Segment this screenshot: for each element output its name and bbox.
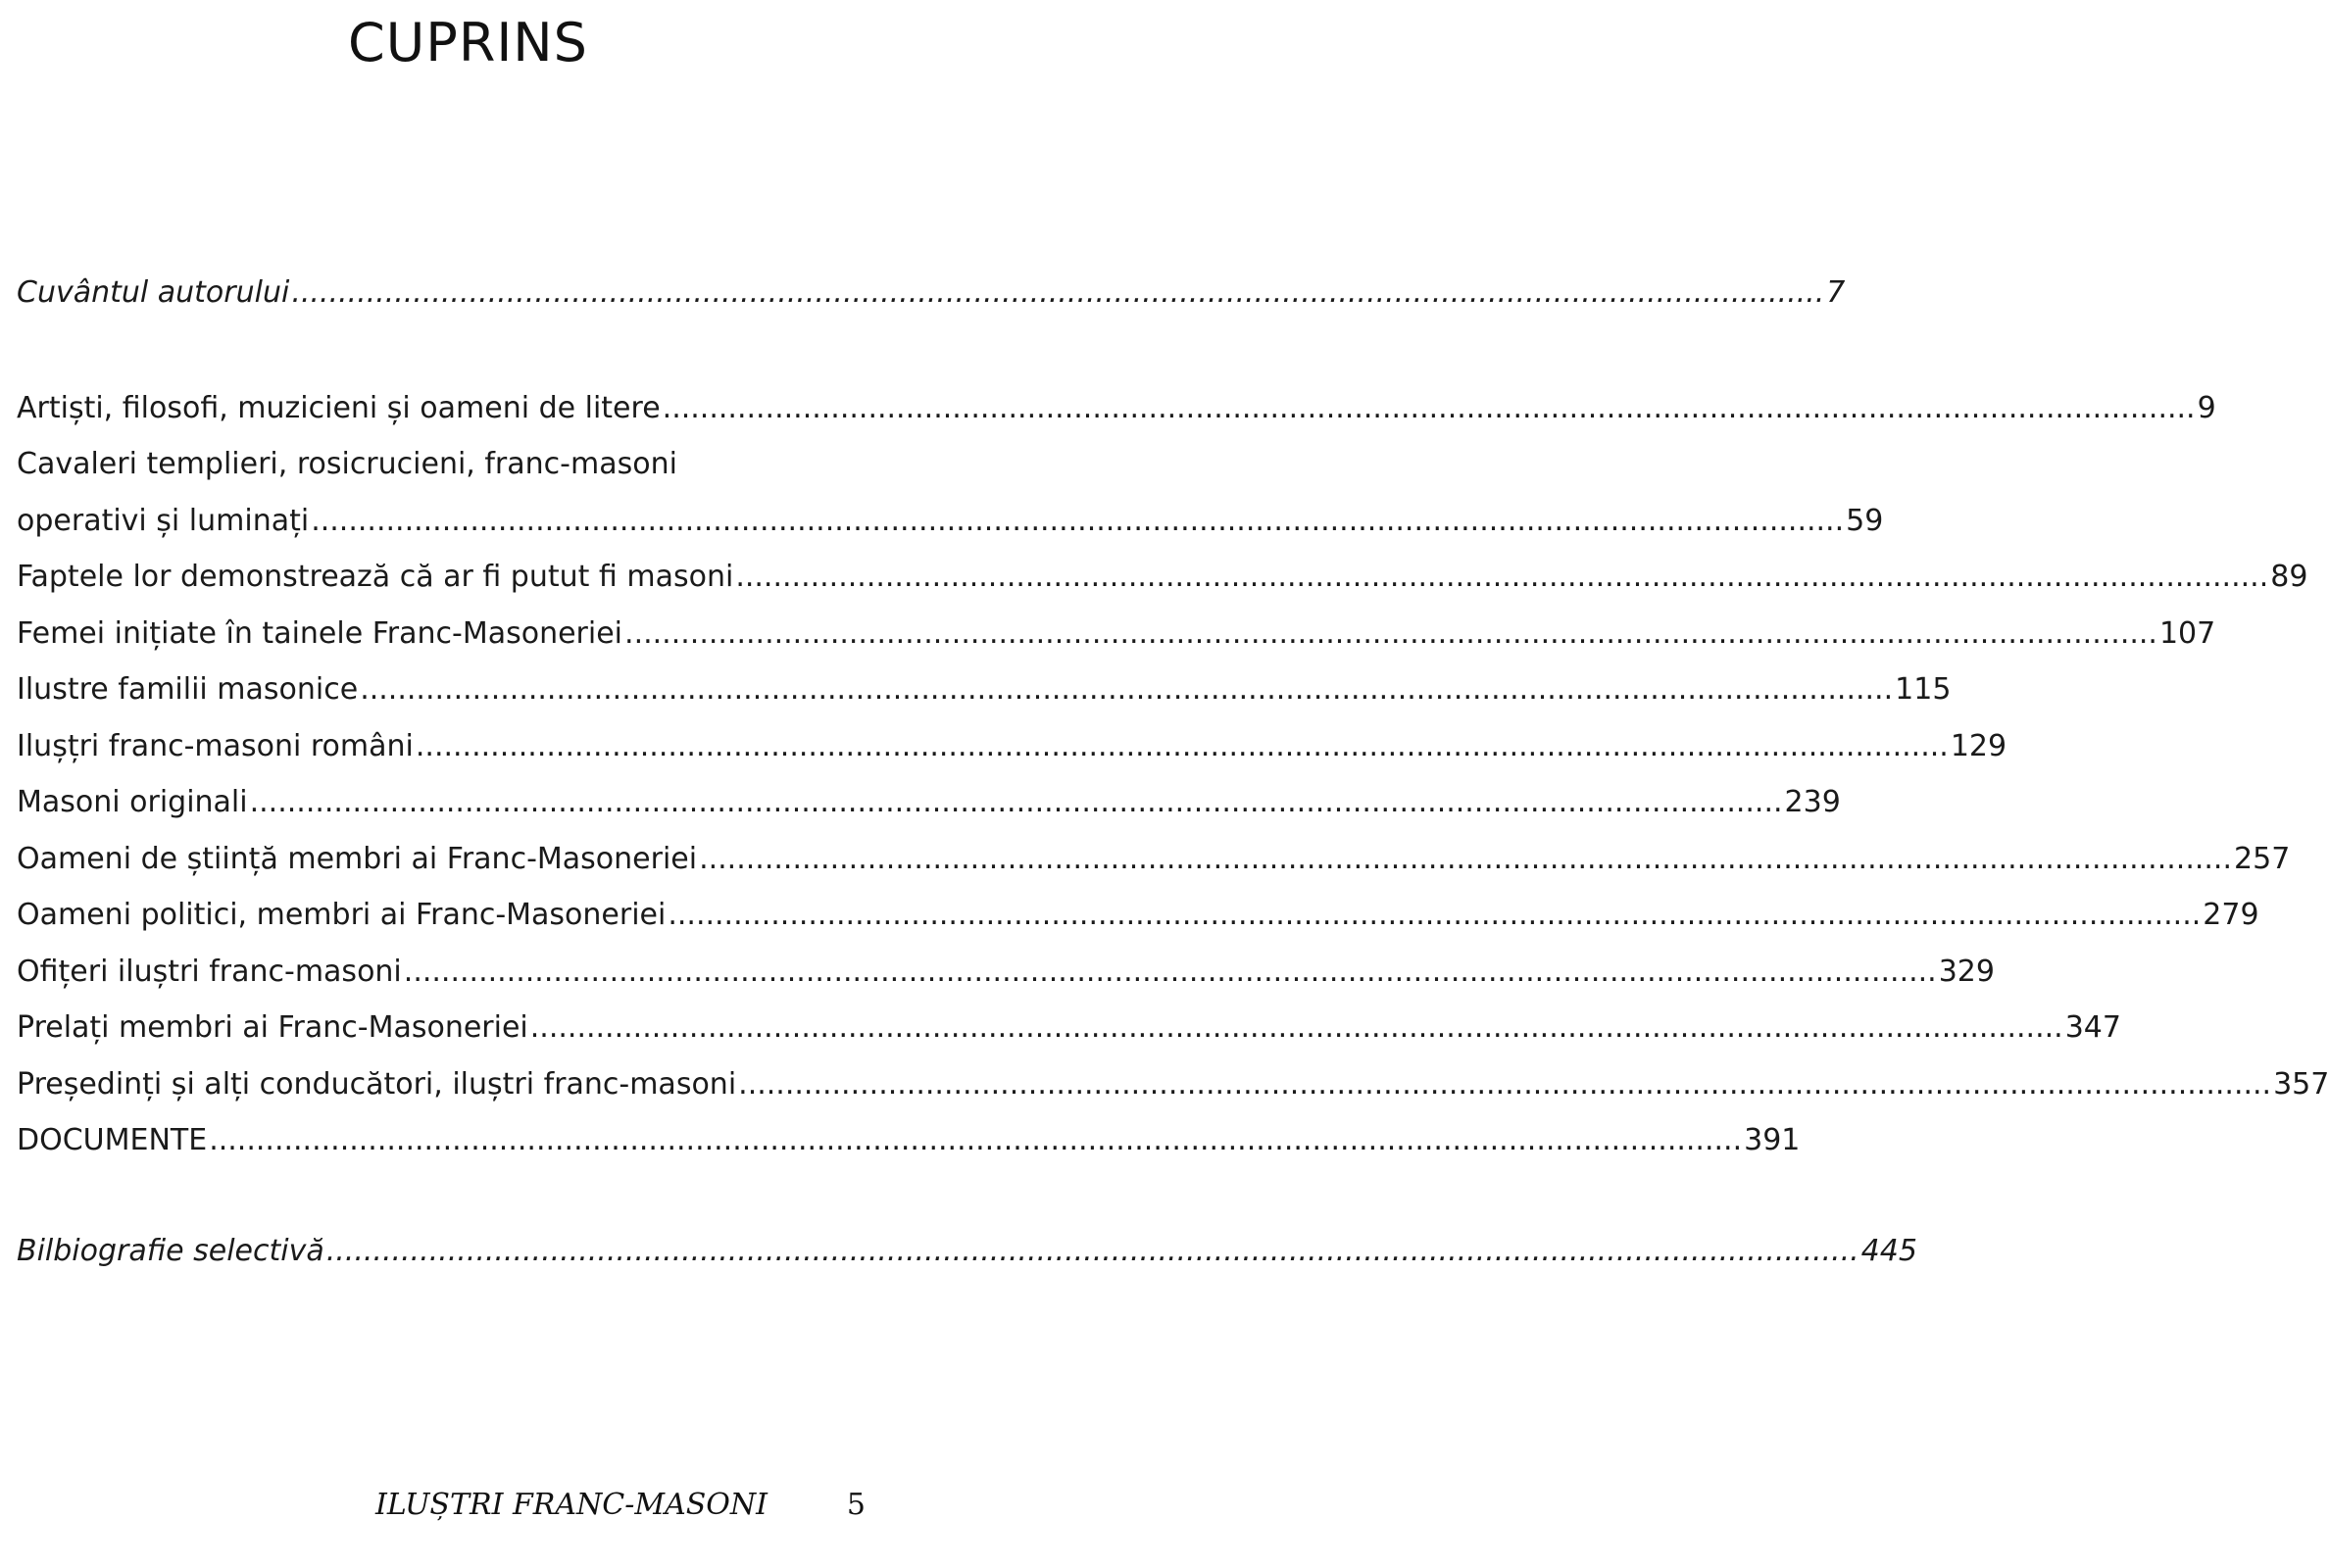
toc-entry (17, 831, 2291, 888)
toc-entry-label-continued: operativi și luminați (17, 503, 310, 538)
page-title: CUPRINS (348, 12, 588, 74)
toc-entry (17, 944, 1995, 1001)
toc-entry (17, 493, 1884, 550)
dot-leader: .................................................................................................................................................................... (738, 1066, 2272, 1102)
running-title: ILUȘTRI FRANC-MASONI (375, 1488, 768, 1522)
toc-entry-label: Oameni de știință membri ai Franc-Masoneriei (17, 841, 698, 876)
toc-entry (17, 606, 2216, 662)
dot-leader: .................................................................................................................................................................... (699, 841, 2233, 876)
toc-entry-page: 239 (1784, 785, 1841, 819)
toc-entry-label: Ilustre familii masonice (17, 672, 359, 707)
dot-leader: .................................................................................................................................................................... (662, 390, 2196, 425)
dot-leader: .................................................................................................................................................................... (735, 560, 2269, 594)
spacer (17, 321, 840, 380)
toc-entry-label: Oameni politici, membri ai Franc-Masoneriei (17, 898, 667, 932)
toc-entry (17, 549, 2308, 606)
toc-entry (17, 718, 2007, 775)
toc-entry-label: Ilușțri franc-masoni români (17, 728, 414, 763)
toc-entry-label: Femei inițiate în tainele Franc-Masoneriei (17, 615, 623, 651)
toc-entry-first-line (17, 436, 840, 493)
toc-entry (17, 774, 1841, 831)
toc-entry (17, 662, 1952, 718)
toc-entry-page: 445 (1860, 1233, 1917, 1268)
toc-entry-label: Prelați membri ai Franc-Masoneriei (17, 1010, 528, 1045)
toc-entry-page: 7 (1826, 275, 1846, 310)
toc-entry-label: Artiști, filosofi, muzicieni și oameni de litere (17, 390, 661, 425)
dot-leader: .................................................................................................................................................................... (415, 728, 1949, 763)
toc-entry (17, 380, 2216, 437)
toc-entry-page: 391 (1744, 1123, 1801, 1157)
toc-entry (17, 1000, 2121, 1056)
toc-entry-page: 357 (2273, 1066, 2329, 1102)
toc-entry-label: DOCUMENTE (17, 1123, 208, 1157)
dot-leader: .................................................................................................................................................................... (668, 898, 2202, 932)
toc-entry-page: 59 (1846, 503, 1884, 538)
toc-entry-page: 129 (1950, 728, 2007, 763)
toc-entry-page: 347 (2064, 1010, 2121, 1045)
toc-entry-page: 9 (2197, 390, 2216, 425)
toc-entry-label: Faptele lor demonstrează că ar fi putut fi masoni (17, 560, 734, 594)
toc-entry (17, 1223, 1917, 1280)
dot-leader: .................................................................................................................................................................... (249, 785, 1783, 819)
toc-entry (17, 265, 1846, 321)
toc-entry-label: Cuvântul autorului (17, 275, 290, 310)
toc-entry-page: 257 (2234, 841, 2291, 876)
toc-entry-page: 107 (2158, 615, 2216, 651)
dot-leader: .................................................................................................................................................................... (529, 1010, 2063, 1045)
toc-entry-label: Președinți și alți conducători, iluștri franc-masoni (17, 1066, 737, 1102)
toc-entry-page: 89 (2270, 560, 2308, 594)
dot-leader: .................................................................................................................................................................... (311, 503, 1845, 538)
toc-entry (17, 1112, 1801, 1169)
page-footer (0, 1488, 936, 1537)
toc-entry-label: Ofițeri iluștri franc-masoni (17, 954, 402, 989)
dot-leader: .................................................................................................................................................................... (403, 954, 1937, 989)
toc-entry-label: Cavaleri templieri, rosicrucieni, franc-masoni (17, 447, 677, 481)
toc-entry (17, 887, 2259, 944)
page-number: 5 (846, 1488, 866, 1522)
dot-leader: .................................................................................................................................................................... (291, 275, 1825, 310)
dot-leader: .................................................................................................................................................................... (325, 1233, 1859, 1268)
toc-entry (17, 1056, 2329, 1113)
toc-entry-label: Bilbiografie selectivă (17, 1233, 324, 1268)
toc-entry-page: 115 (1895, 672, 1952, 707)
toc-entry-label: Masoni originali (17, 785, 248, 819)
dot-leader: .................................................................................................................................................................... (209, 1123, 1743, 1157)
dot-leader: .................................................................................................................................................................... (360, 672, 1894, 707)
toc-entry-page: 279 (2203, 898, 2259, 932)
toc-entry-page: 329 (1938, 954, 1995, 989)
table-of-contents (17, 265, 2329, 1279)
spacer (17, 1169, 840, 1223)
dot-leader: .................................................................................................................................................................... (624, 615, 2157, 651)
